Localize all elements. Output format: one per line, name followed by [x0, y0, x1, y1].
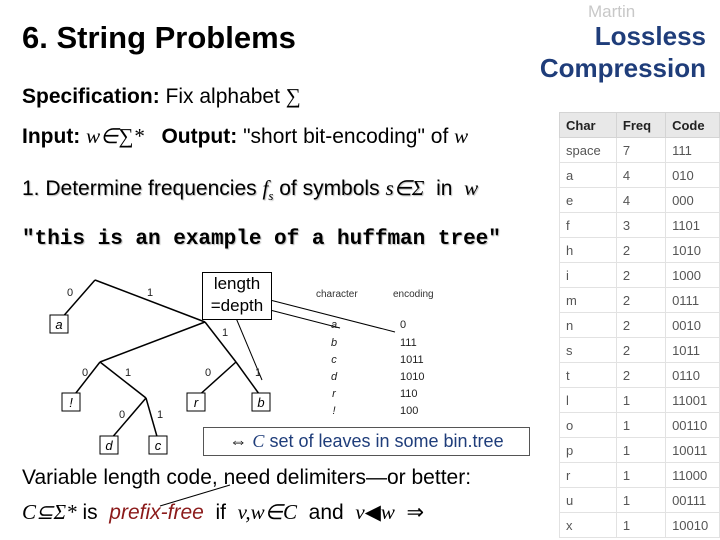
cell-freq: 2 — [616, 238, 665, 263]
cell-char: a — [560, 163, 617, 188]
cell-freq: 4 — [616, 188, 665, 213]
cell-code: 1011 — [666, 338, 720, 363]
implies-icon: ⇒ — [406, 500, 425, 524]
cell-char: h — [560, 238, 617, 263]
tree-leaf-label: ! — [69, 395, 73, 410]
step-1-symbol: s∈Σ — [385, 176, 425, 200]
cell-freq: 1 — [616, 463, 665, 488]
callout-line-1: length — [213, 274, 261, 293]
table-row — [560, 188, 720, 213]
cell-code: 0110 — [666, 363, 720, 388]
cell-freq: 2 — [616, 288, 665, 313]
cell-char: n — [560, 313, 617, 338]
cell-freq: 2 — [616, 363, 665, 388]
cell-char: p — [560, 438, 617, 463]
output-text: "short bit-encoding" of — [243, 125, 449, 148]
tree-table-char: r — [332, 388, 336, 400]
header-freq: Freq — [616, 113, 665, 138]
cell-char: e — [560, 188, 617, 213]
tree-leaf-label: a — [55, 317, 63, 332]
tree-table-char: d — [330, 371, 338, 383]
input-math: w∈∑* — [86, 124, 144, 148]
cell-code: 00111 — [666, 488, 720, 513]
cell-char: space — [560, 138, 617, 163]
tree-table-header-encoding: encoding — [393, 289, 434, 300]
cell-freq: 1 — [616, 413, 665, 438]
cell-char: o — [560, 413, 617, 438]
tree-edge-label: 0 — [81, 367, 89, 379]
tree-table-char: c — [331, 354, 337, 366]
cell-freq: 1 — [616, 388, 665, 413]
cell-code: 1010 — [666, 238, 720, 263]
table-row — [560, 438, 720, 463]
table-row — [560, 238, 720, 263]
cell-code: 010 — [666, 163, 720, 188]
step-1-prefix: 1. Determine frequencies — [22, 177, 257, 200]
spec-text: Fix alphabet — [165, 85, 280, 108]
table-row — [560, 388, 720, 413]
cell-freq: 2 — [616, 313, 665, 338]
tree-leaf-label: c — [154, 438, 162, 453]
cell-code: 11001 — [666, 388, 720, 413]
is-word: is — [82, 501, 98, 524]
tree-edge-label: 0 — [204, 367, 212, 379]
tree-table-code: 1011 — [400, 354, 424, 366]
tree-table-header-character: character — [316, 289, 358, 300]
tree-table-char: a — [330, 319, 338, 331]
table-row — [560, 288, 720, 313]
tree-table-code: 111 — [400, 337, 417, 349]
cell-char: m — [560, 288, 617, 313]
table-row — [560, 463, 720, 488]
leaf-set-note — [203, 427, 530, 456]
tree-table-code: 1010 — [400, 371, 425, 383]
cell-char: s — [560, 338, 617, 363]
cell-char: l — [560, 388, 617, 413]
cell-code: 000 — [666, 188, 720, 213]
table-row — [560, 338, 720, 363]
cell-char: u — [560, 488, 617, 513]
variable-length-line: Variable length code, need delimiters—or better: — [22, 466, 472, 489]
tree-edge-label: 1 — [221, 327, 229, 339]
cell-code: 1000 — [666, 263, 720, 288]
cell-code: 0010 — [666, 313, 720, 338]
frequency-table-header — [560, 113, 720, 138]
table-row — [560, 313, 720, 338]
table-row — [560, 413, 720, 438]
tree-edge-label: 0 — [118, 409, 126, 421]
cell-code: 10011 — [666, 438, 720, 463]
cell-freq: 2 — [616, 263, 665, 288]
cell-freq: 7 — [616, 138, 665, 163]
tree-table-code: 110 — [400, 388, 418, 400]
output-var: w — [454, 124, 469, 148]
cell-code: 11000 — [666, 463, 720, 488]
header-char: Char — [560, 113, 617, 138]
tree-edge-label: 1 — [156, 409, 164, 421]
c-subset-math: C⊆Σ* — [22, 500, 77, 524]
cell-code: 1101 — [666, 213, 720, 238]
tree-table-char: ! — [332, 405, 336, 417]
topic-line-2: Compression — [539, 53, 706, 83]
if-word: if — [215, 501, 226, 524]
prefix-free-term: prefix-free — [109, 501, 204, 524]
cell-code: 111 — [666, 138, 720, 163]
leaf-set-text: set of leaves in some bin.tree — [269, 431, 504, 451]
cell-code: 00110 — [666, 413, 720, 438]
cell-freq: 3 — [616, 213, 665, 238]
tree-table-code: 100 — [400, 405, 419, 417]
cell-char: t — [560, 363, 617, 388]
slide-title: 6. String Problems — [22, 20, 296, 55]
spec-symbol: ∑ — [285, 84, 301, 108]
cell-freq: 1 — [616, 438, 665, 463]
cell-char: r — [560, 463, 617, 488]
tree-edge-label: 0 — [66, 287, 74, 299]
tree-edge-label: 1 — [124, 367, 132, 379]
cell-char: i — [560, 263, 617, 288]
table-row — [560, 263, 720, 288]
cell-freq: 1 — [616, 488, 665, 513]
cell-code: 10010 — [666, 513, 720, 538]
equivalence-icon: ⇔ — [229, 431, 248, 451]
vw-math: v,w∈C — [237, 500, 297, 524]
output-label: Output: — [161, 125, 238, 148]
and-word: and — [308, 501, 344, 524]
table-row — [560, 513, 720, 538]
fs-letter: f — [262, 176, 269, 200]
w-var: w — [380, 500, 395, 524]
cell-freq: 2 — [616, 338, 665, 363]
tree-leaf-label: r — [193, 395, 199, 410]
table-row — [560, 213, 720, 238]
tree-table-char: b — [330, 337, 338, 349]
prefix-triangle-icon: ◀ — [364, 501, 381, 524]
tree-table-code: 0 — [400, 319, 407, 331]
step-1-in: in — [436, 177, 453, 200]
tree-leaf-label: b — [257, 395, 265, 410]
v-var: v — [355, 500, 365, 524]
table-row — [560, 488, 720, 513]
frequency-table — [559, 112, 720, 538]
cell-code: 0111 — [666, 288, 720, 313]
spec-label: Specification: — [22, 85, 160, 108]
table-row — [560, 363, 720, 388]
callout-line-2: =depth — [210, 296, 264, 315]
cell-freq: 4 — [616, 163, 665, 188]
cell-char: f — [560, 213, 617, 238]
step-1-w: w — [464, 176, 479, 200]
cell-freq: 1 — [616, 513, 665, 538]
cell-char: x — [560, 513, 617, 538]
table-row — [560, 163, 720, 188]
leaf-set-var: C — [252, 431, 265, 451]
tree-edge-label: 1 — [146, 287, 154, 299]
header-code: Code — [666, 113, 720, 138]
prefix-free-definition — [22, 500, 424, 525]
tree-edge-label: 1 — [254, 367, 262, 379]
table-row — [560, 138, 720, 163]
length-depth-callout — [202, 272, 272, 320]
input-label: Input: — [22, 125, 81, 148]
tree-leaf-label: d — [105, 438, 113, 453]
example-string: "this is an example of a huffman tree" — [22, 228, 501, 251]
fs-subscript: s — [268, 188, 274, 204]
author-watermark: Martin — [588, 2, 636, 21]
topic-line-1: Lossless — [594, 21, 706, 51]
step-1-middle: of symbols — [279, 177, 380, 200]
